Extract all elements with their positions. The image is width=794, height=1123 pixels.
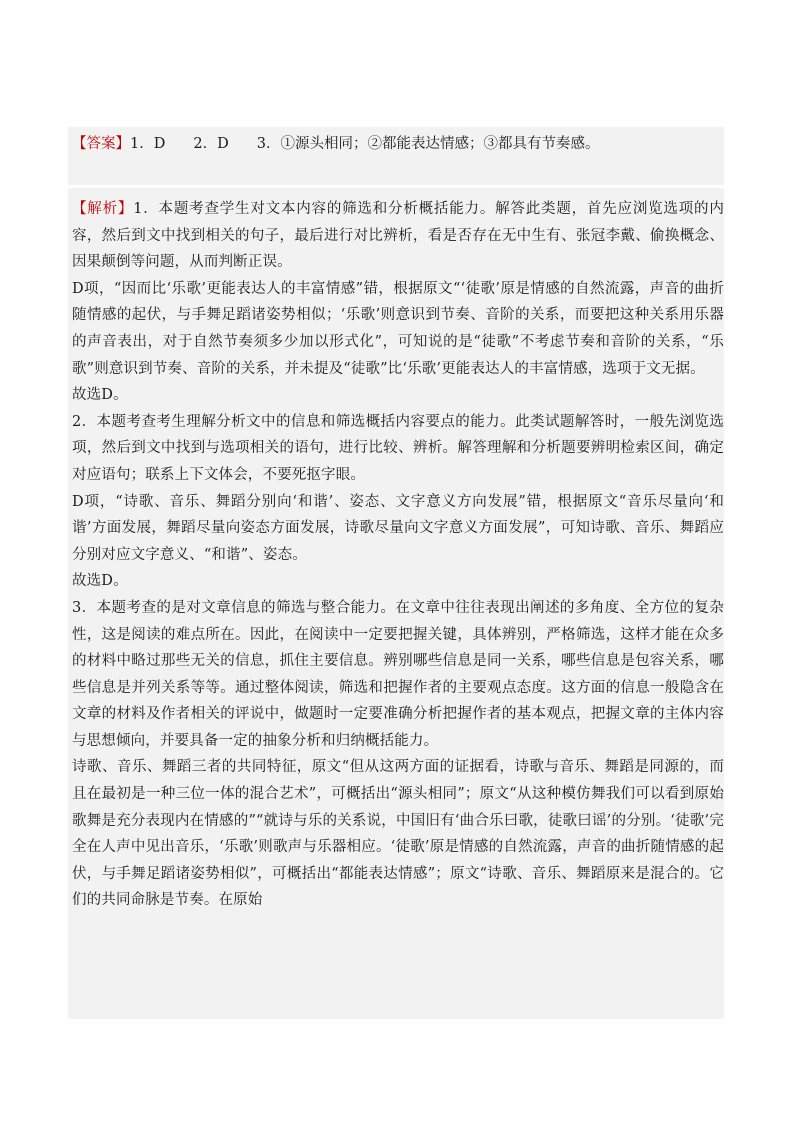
answer-3: 3．①源头相同；②都能表达情感；③都具有节奏感。 <box>256 136 600 152</box>
analysis-paragraph: D项，“因而比‘乐歌’更能表达人的丰富情感”错，根据原文“‘徒歌’原是情感的自然流露，声音的曲折随情感的起伏，与手舞足蹈诸姿势相似；‘乐歌’则意识到节奏、音阶的关系，而要把这种关系用乐器的声音表出，对于自然节奏须多少加以形式化”，可知说的是“徒歌”不考虑节奏和音阶的关系，“乐歌”则意识到节奏、音阶的关系，并未提及“徒歌”比‘乐歌’更能表达人的丰富情感，选项于文无据。 <box>72 280 724 377</box>
analysis-paragraph: 2．本题考查考生理解分析文中的信息和筛选概括内容要点的能力。此类试题解答时，一般先浏览选项，然后到文中找到与选项相关的语句，进行比较、辨析。解答理解和分析题要辨明检索区间，确定对应语句；联系上下文体会，不要死抠字眼。 <box>72 413 724 483</box>
analysis-paragraph: 故选D。 <box>72 387 128 404</box>
answer-line <box>72 134 599 154</box>
analysis-tag: 【解析】 <box>72 201 134 217</box>
answer-2: 2．D <box>193 136 229 152</box>
analysis-paragraph: 3．本题考查的是对文章信息的筛选与整合能力。在文章中往往表现出阐述的多角度、全方位的复杂性，这是阅读的难点所在。因此，在阅读中一定要把握关键，具体辨别，严格筛选，这样才能在众多的材料中略过那些无关的信息，抓住主要信息。辨别哪些信息是同一关系，哪些信息是包容关系，哪些信息是并列关系等等。通过整体阅读，筛选和把握作者的主要观点态度。这方面的信息一般隐含在文章的材料及作者相关的评说中，做题时一定要准确分析把握作者的基本观点，把握文章的主体内容与思想倾向，并要具备一定的抽象分析和归纳概括能力。 <box>72 599 724 749</box>
analysis-paragraph: D项，“诗歌、音乐、舞蹈分别向‘和谐’、姿态、文字意义方向发展”错，根据原文“音乐尽量向‘和谐’方面发展，舞蹈尽量向姿态方面发展，诗歌尽量向文字意义方面发展”，可知诗歌、音乐、舞蹈应分别对应文字意义、“和谐”、姿态。 <box>72 493 724 563</box>
analysis-paragraph: 【解析】1．本题考查学生对文本内容的筛选和分析概括能力。解答此类题，首先应浏览选项的内容，然后到文中找到相关的句子，最后进行对比辨析，看是否存在无中生有、张冠李戴、偷换概念、因果颠倒等问题，从而判断正误。 <box>72 201 724 271</box>
analysis-paragraph: 故选D。 <box>72 573 128 590</box>
answer-tag: 【答案】 <box>72 136 130 152</box>
answer-1: 1．D <box>130 136 166 152</box>
analysis-content <box>72 196 724 914</box>
analysis-paragraph: 诗歌、音乐、舞蹈三者的共同特征，原文“但从这两方面的证据看，诗歌与音乐、舞蹈是同源的，而且在最初是一种三位一体的混合艺术”，可概括出“源头相同”；原文“从这种模仿舞我们可以看到原始歌舞是充分表现内在情感的”“就诗与乐的关系说，中国旧有‘曲合乐曰歌，徒歌曰谣’的分别。‘徒歌’完全在人声中见出音乐，‘乐歌’则歌声与乐器相应。‘徒歌’原是情感的自然流露，声音的曲折随情感的起伏，与手舞足蹈诸姿势相似”，可概括出“都能表达情感”；原文“诗歌、音乐、舞蹈原来是混合的。它们的共同命脉是节奏。在原始 <box>72 759 724 909</box>
